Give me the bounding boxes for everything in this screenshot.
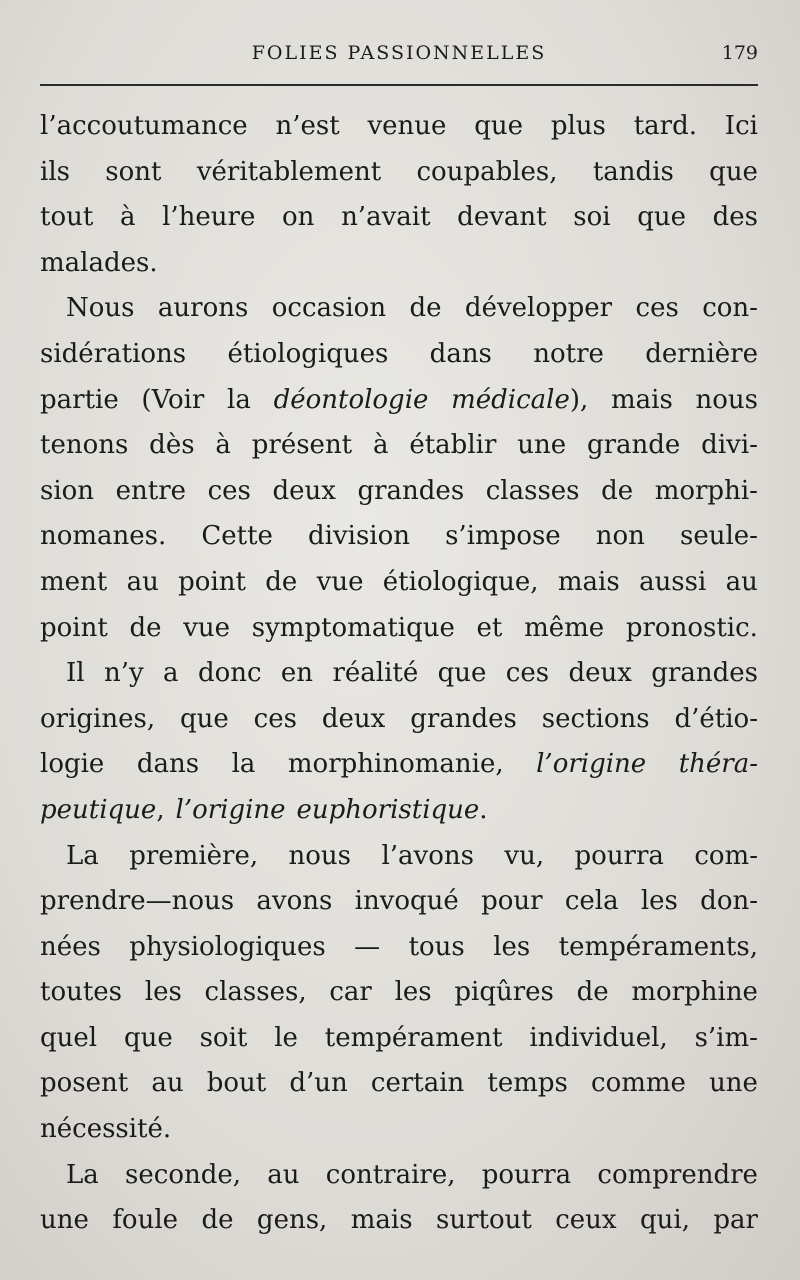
word: temps <box>487 1068 568 1099</box>
word: les <box>493 931 531 962</box>
word: La <box>66 1159 99 1190</box>
text-line <box>40 1061 758 1107</box>
word: une <box>40 1205 89 1236</box>
word: médicale), <box>451 384 589 415</box>
word: ces <box>207 475 251 506</box>
word: soit <box>199 1022 248 1053</box>
word: Cette <box>201 521 273 552</box>
word: développer <box>464 293 613 324</box>
word: dans <box>429 338 492 369</box>
word: la <box>231 749 256 780</box>
running-title: FOLIES PASSIONNELLES <box>251 42 547 64</box>
word: l’origine <box>175 794 286 825</box>
word: à <box>215 430 231 461</box>
word: coupables, <box>416 156 558 187</box>
header-rule <box>40 84 758 86</box>
word: classes, <box>204 977 307 1008</box>
text-line <box>40 469 758 515</box>
word: surtout <box>435 1205 532 1236</box>
text-line <box>40 241 758 287</box>
word: invoqué <box>354 886 459 917</box>
word: grandes <box>651 658 758 689</box>
word: morphine <box>631 977 758 1008</box>
word: que <box>180 703 229 734</box>
word: grandes <box>410 703 517 734</box>
word: de <box>129 612 162 643</box>
word: tempéraments, <box>558 931 758 962</box>
word: on <box>282 202 315 233</box>
word: tous <box>408 931 465 962</box>
word: par <box>713 1205 758 1236</box>
word: piqûres <box>454 977 554 1008</box>
word: que <box>123 1022 173 1053</box>
word: dès <box>149 430 195 461</box>
text-line <box>40 560 758 606</box>
word: comprendre <box>597 1159 758 1190</box>
word: avons <box>256 886 333 917</box>
word: pourra <box>574 840 664 871</box>
word: non <box>595 521 645 552</box>
word: vue <box>183 612 231 643</box>
text-line <box>40 423 758 469</box>
word: ceux <box>555 1205 617 1236</box>
word: au <box>126 566 159 597</box>
word: d’étio- <box>674 703 758 734</box>
word: présent <box>251 430 353 461</box>
word: l’origine <box>536 749 647 780</box>
word: à <box>372 430 389 461</box>
text-line <box>40 1198 758 1244</box>
word: que <box>437 658 487 689</box>
text-line <box>40 332 758 378</box>
text-line <box>40 195 758 241</box>
word: nées <box>40 931 101 962</box>
word: véritablement <box>196 156 382 187</box>
word: com- <box>694 840 758 871</box>
word: aurons <box>157 293 249 324</box>
text-line <box>40 742 758 788</box>
word: comme <box>591 1068 686 1099</box>
word: première, <box>129 840 259 871</box>
text-line <box>40 378 758 424</box>
word: aussi <box>639 566 707 597</box>
word: seule- <box>679 521 758 552</box>
word: la <box>227 384 251 415</box>
word: physiologiques <box>129 931 326 962</box>
word: dans <box>136 749 200 780</box>
word: car <box>329 977 372 1008</box>
word: vu, <box>504 840 545 871</box>
word: étiologiques <box>227 338 389 369</box>
word: don- <box>700 886 758 917</box>
word: qui, <box>640 1205 690 1236</box>
word: pour <box>481 886 543 917</box>
text-line <box>40 606 758 652</box>
word: occasion <box>271 293 387 324</box>
word: vue <box>316 566 364 597</box>
word: deux <box>272 475 336 506</box>
word: division <box>308 521 411 552</box>
text-line <box>40 651 758 697</box>
word: logie <box>40 749 105 780</box>
running-head <box>40 38 758 68</box>
word: symptomatique <box>251 612 455 643</box>
word: point <box>178 566 246 597</box>
word: nécessité. <box>40 1114 172 1145</box>
word: La <box>66 840 99 871</box>
word: individuel, <box>529 1022 668 1053</box>
word: au <box>725 566 758 597</box>
word: déontologie <box>273 384 429 415</box>
word: tandis <box>592 156 674 187</box>
word: pronostic. <box>625 612 758 643</box>
word: notre <box>533 338 604 369</box>
word: sion <box>40 475 95 506</box>
word: des <box>712 202 758 233</box>
word: a <box>163 658 179 689</box>
word: sidérations <box>40 338 187 369</box>
word: nous <box>695 384 758 415</box>
word: venue <box>367 111 447 141</box>
word: euphoristique. <box>296 794 488 825</box>
word: pourra <box>481 1159 572 1190</box>
word: dernière <box>645 338 758 369</box>
word: ces <box>505 658 550 689</box>
word: classes <box>485 475 580 506</box>
word: sections <box>541 703 650 734</box>
word: tenons <box>40 430 129 461</box>
word: s’im- <box>694 1022 758 1053</box>
word: bout <box>206 1068 267 1099</box>
word: une <box>517 430 567 461</box>
word: quel <box>40 1022 98 1053</box>
word: à <box>119 202 136 233</box>
text-line <box>40 514 758 560</box>
word: s’impose <box>445 521 561 552</box>
word: nomanes. <box>40 521 167 552</box>
word: posent <box>40 1068 129 1099</box>
word: en <box>280 658 314 689</box>
word: n’avait <box>341 202 431 233</box>
word: de <box>601 475 634 506</box>
word: sont <box>105 156 162 187</box>
word: nous <box>288 840 352 871</box>
word: tempérament <box>324 1022 503 1053</box>
word: l’accoutumance <box>40 111 248 141</box>
word: (Voir <box>141 384 205 415</box>
word: entre <box>115 475 187 506</box>
word: de <box>265 566 298 597</box>
word: n’y <box>103 658 144 689</box>
body-text <box>40 104 758 1244</box>
word: ment <box>40 566 108 597</box>
word: gens, <box>256 1205 328 1236</box>
word: — <box>354 931 381 962</box>
word: que <box>474 111 524 141</box>
text-line <box>40 970 758 1016</box>
word: le <box>274 1022 298 1053</box>
word: d’un <box>289 1068 348 1099</box>
word: Nous <box>66 293 135 324</box>
word: que <box>637 202 686 233</box>
word: malades. <box>40 247 158 278</box>
text-line <box>40 879 758 925</box>
text-line <box>40 286 758 332</box>
word: l’avons <box>381 840 474 871</box>
word: de <box>409 293 442 324</box>
word: que <box>709 156 758 187</box>
word: les <box>640 886 678 917</box>
text-line <box>40 104 758 150</box>
word: grandes <box>357 475 465 506</box>
word: toutes <box>40 977 123 1008</box>
word: deux <box>321 703 386 734</box>
word: grande <box>586 430 681 461</box>
word: plus <box>550 111 606 141</box>
word: les <box>394 977 432 1008</box>
text-line <box>40 1107 758 1153</box>
word: l’heure <box>162 202 256 233</box>
word: Ici <box>724 111 758 141</box>
word: et <box>476 612 503 643</box>
word: même <box>524 612 605 643</box>
word: théra- <box>678 749 758 780</box>
word: certain <box>370 1068 465 1099</box>
word: con- <box>702 293 758 324</box>
word: mais <box>610 384 673 415</box>
word: mais <box>557 566 620 597</box>
text-line <box>40 1016 758 1062</box>
word: point <box>40 612 108 643</box>
word: mais <box>350 1205 413 1236</box>
word: peutique, <box>40 794 165 825</box>
word: seconde, <box>125 1159 242 1190</box>
word: morphi- <box>654 475 758 506</box>
page-number: 179 <box>721 42 758 64</box>
word: ils <box>40 156 70 187</box>
word: tout <box>40 202 94 233</box>
text-line <box>40 925 758 971</box>
word: deux <box>568 658 632 689</box>
word: étiologique, <box>382 566 539 597</box>
word: contraire, <box>325 1159 456 1190</box>
word: ces <box>635 293 679 324</box>
word: ces <box>253 703 297 734</box>
word: n’est <box>275 111 340 141</box>
word: morphinomanie, <box>287 749 504 780</box>
word: réalité <box>332 658 419 689</box>
word: foule <box>112 1205 179 1236</box>
word: au <box>151 1068 184 1099</box>
word: Il <box>66 658 85 689</box>
word: devant <box>457 202 547 233</box>
text-line <box>40 834 758 880</box>
text-line <box>40 788 758 834</box>
word: soi <box>573 202 611 233</box>
text-line <box>40 1153 758 1199</box>
word: tard. <box>633 111 697 141</box>
word: de <box>201 1205 234 1236</box>
word: au <box>267 1159 300 1190</box>
word: établir <box>409 430 497 461</box>
text-line <box>40 150 758 196</box>
word: origines, <box>40 703 156 734</box>
word: les <box>144 977 182 1008</box>
word: partie <box>40 384 119 415</box>
word: donc <box>197 658 262 689</box>
word: de <box>576 977 609 1008</box>
word: une <box>709 1068 758 1099</box>
word: divi- <box>701 430 758 461</box>
word: cela <box>564 886 619 917</box>
word: prendre—nous <box>40 886 235 917</box>
text-line <box>40 697 758 743</box>
